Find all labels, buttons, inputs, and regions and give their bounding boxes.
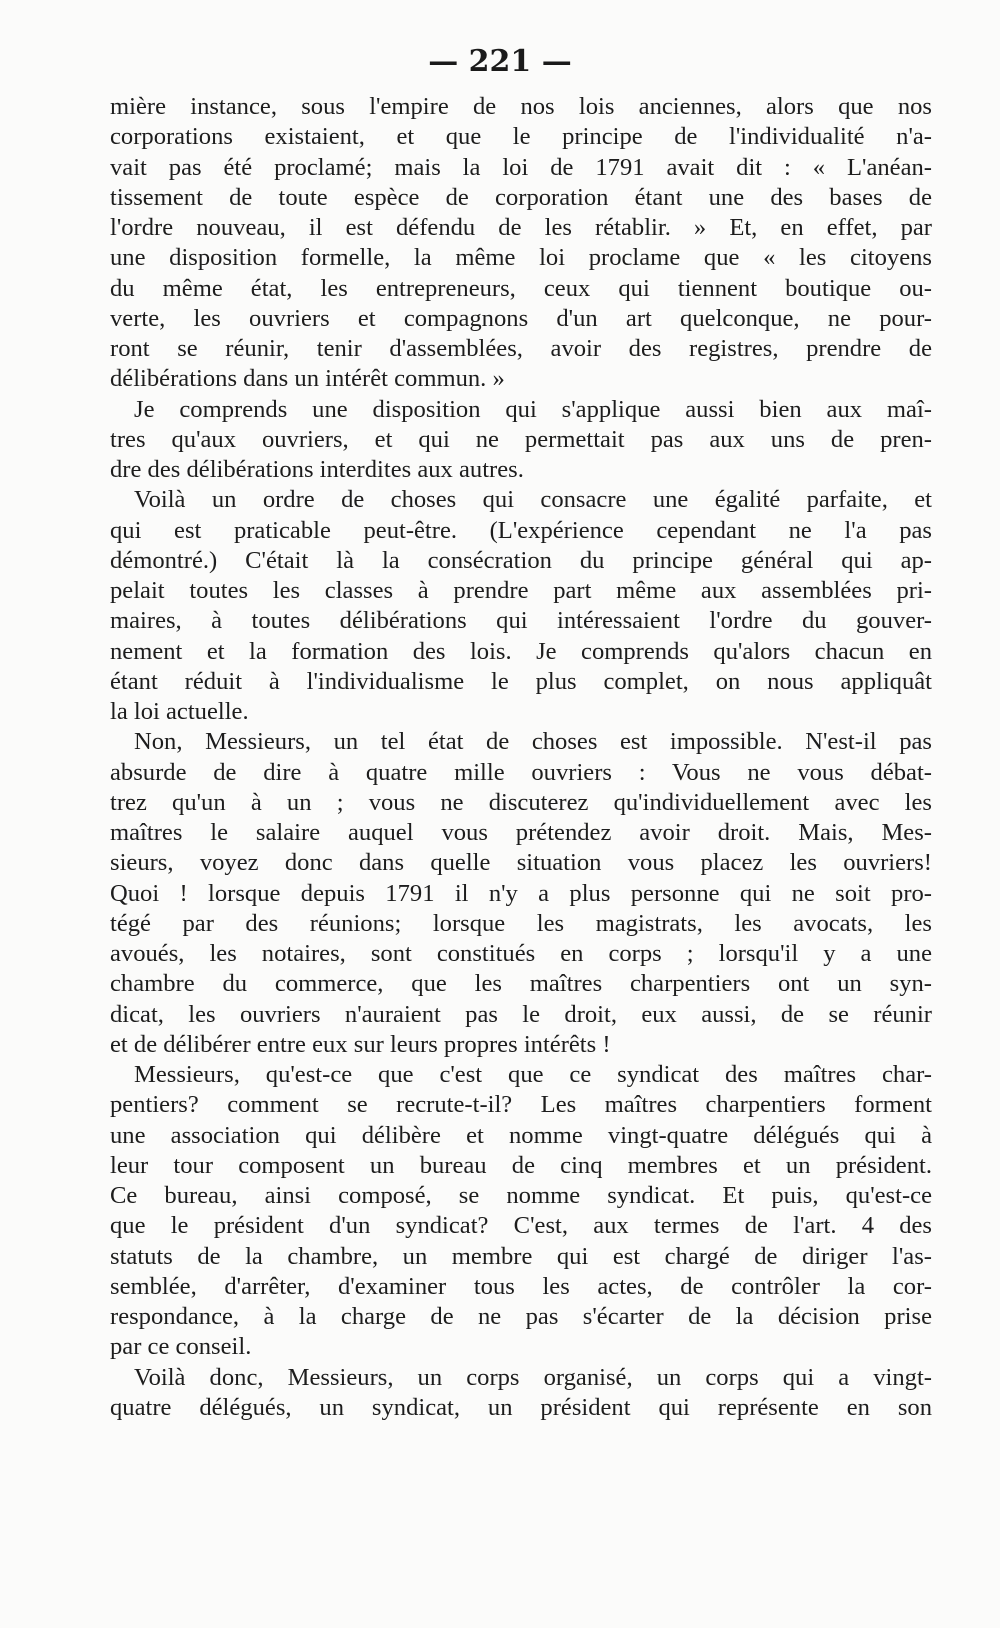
text-line: Voilà un ordre de choses qui consacre une égalité parfaite, et: [134, 486, 932, 514]
text-line: tres qu'aux ouvriers, et qui ne permettait pas aux uns de pren-: [110, 425, 932, 453]
page-number: — 221 —: [428, 44, 572, 79]
text-line: statuts de la chambre, un membre qui est chargé de diriger l'as-: [110, 1242, 932, 1270]
text-line: mière instance, sous l'empire de nos lois anciennes, alors que nos: [110, 93, 932, 120]
text-line: avoués, les notaires, sont constitués en corps ; lorsqu'il y a une: [110, 940, 932, 967]
text-line: Quoi ! lorsque depuis 1791 il n'y a plus personne qui ne soit pro-: [110, 879, 932, 907]
text-line: démontré.) C'était là la consécration du principe général qui ap-: [110, 546, 932, 574]
text-line: sieurs, voyez donc dans quelle situation vous placez les ouvriers!: [110, 849, 932, 877]
text-line: leur tour composent un bureau de cinq membres et un président.: [110, 1151, 932, 1179]
text-line: pentiers? comment se recrute-t-il? Les maîtres charpentiers forment: [110, 1091, 932, 1119]
text-line: vait pas été proclamé; mais la loi de 1791 avait dit : « L'anéan-: [110, 153, 932, 181]
text-line: respondance, à la charge de ne pas s'écarter de la décision prise: [110, 1303, 932, 1330]
text-line: qui est praticable peut-être. (L'expérience cependant ne l'a pas: [110, 516, 932, 544]
text-line: du même état, les entrepreneurs, ceux qui tiennent boutique ou-: [110, 274, 932, 302]
text-line: Voilà donc, Messieurs, un corps organisé, un corps qui a vingt-: [134, 1363, 932, 1391]
text-line: par ce conseil.: [110, 1333, 252, 1361]
text-line: chambre du commerce, que les maîtres charpentiers ont un syn-: [110, 970, 932, 998]
text-line: que le président d'un syndicat? C'est, aux termes de l'art. 4 des: [110, 1212, 932, 1240]
text-line: absurde de dire à quatre mille ouvriers : Vous ne vous débat-: [110, 758, 932, 786]
text-line: nement et la formation des lois. Je comprends qu'alors chacun en: [110, 637, 932, 665]
text-line: Non, Messieurs, un tel état de choses est impossible. N'est-il pas: [134, 728, 932, 756]
text-line: Je comprends une disposition qui s'applique aussi bien aux maî-: [134, 395, 932, 423]
text-line: et de délibérer entre eux sur leurs propres intérêts !: [110, 1030, 611, 1058]
text-line: l'ordre nouveau, il est défendu de les rétablir. » Et, en effet, par: [110, 214, 932, 241]
text-line: semblée, d'arrêter, d'examiner tous les actes, de contrôler la cor-: [110, 1272, 932, 1300]
text-line: tégé par des réunions; lorsque les magistrats, les avocats, les: [110, 909, 932, 937]
text-line: étant réduit à l'individualisme le plus complet, on nous appliquât: [110, 667, 932, 695]
text-line: Ce bureau, ainsi composé, se nomme syndicat. Et puis, qu'est-ce: [110, 1182, 932, 1209]
text-line: dicat, les ouvriers n'auraient pas le droit, eux aussi, de se réunir: [110, 1000, 932, 1028]
text-line: trez qu'un à un ; vous ne discuterez qu'individuellement avec les: [110, 788, 932, 816]
text-line: Messieurs, qu'est-ce que c'est que ce syndicat des maîtres char-: [134, 1061, 932, 1088]
text-line: une disposition formelle, la même loi proclame que « les citoyens: [110, 244, 932, 272]
text-line: pelait toutes les classes à prendre part même aux assemblées pri-: [110, 577, 932, 604]
text-line: tissement de toute espèce de corporation étant une des bases de: [110, 183, 932, 211]
text-line: la loi actuelle.: [110, 698, 249, 725]
text-line: verte, les ouvriers et compagnons d'un art quelconque, ne pour-: [110, 304, 932, 332]
text-line: dre des délibérations interdites aux autres.: [110, 456, 524, 483]
text-line: quatre délégués, un syndicat, un président qui représente en son: [110, 1393, 932, 1421]
body-text: [110, 92, 932, 1423]
text-line: une association qui délibère et nomme vingt-quatre délégués qui à: [110, 1121, 932, 1149]
text-line: corporations existaient, et que le principe de l'individualité n'a-: [110, 123, 932, 151]
text-line: délibérations dans un intérêt commun. »: [110, 365, 505, 393]
text-line: ront se réunir, tenir d'assemblées, avoir des registres, prendre de: [110, 335, 932, 362]
text-line: maires, à toutes délibérations qui intéressaient l'ordre du gouver-: [110, 607, 932, 635]
text-line: maîtres le salaire auquel vous prétendez avoir droit. Mais, Mes-: [110, 819, 932, 846]
